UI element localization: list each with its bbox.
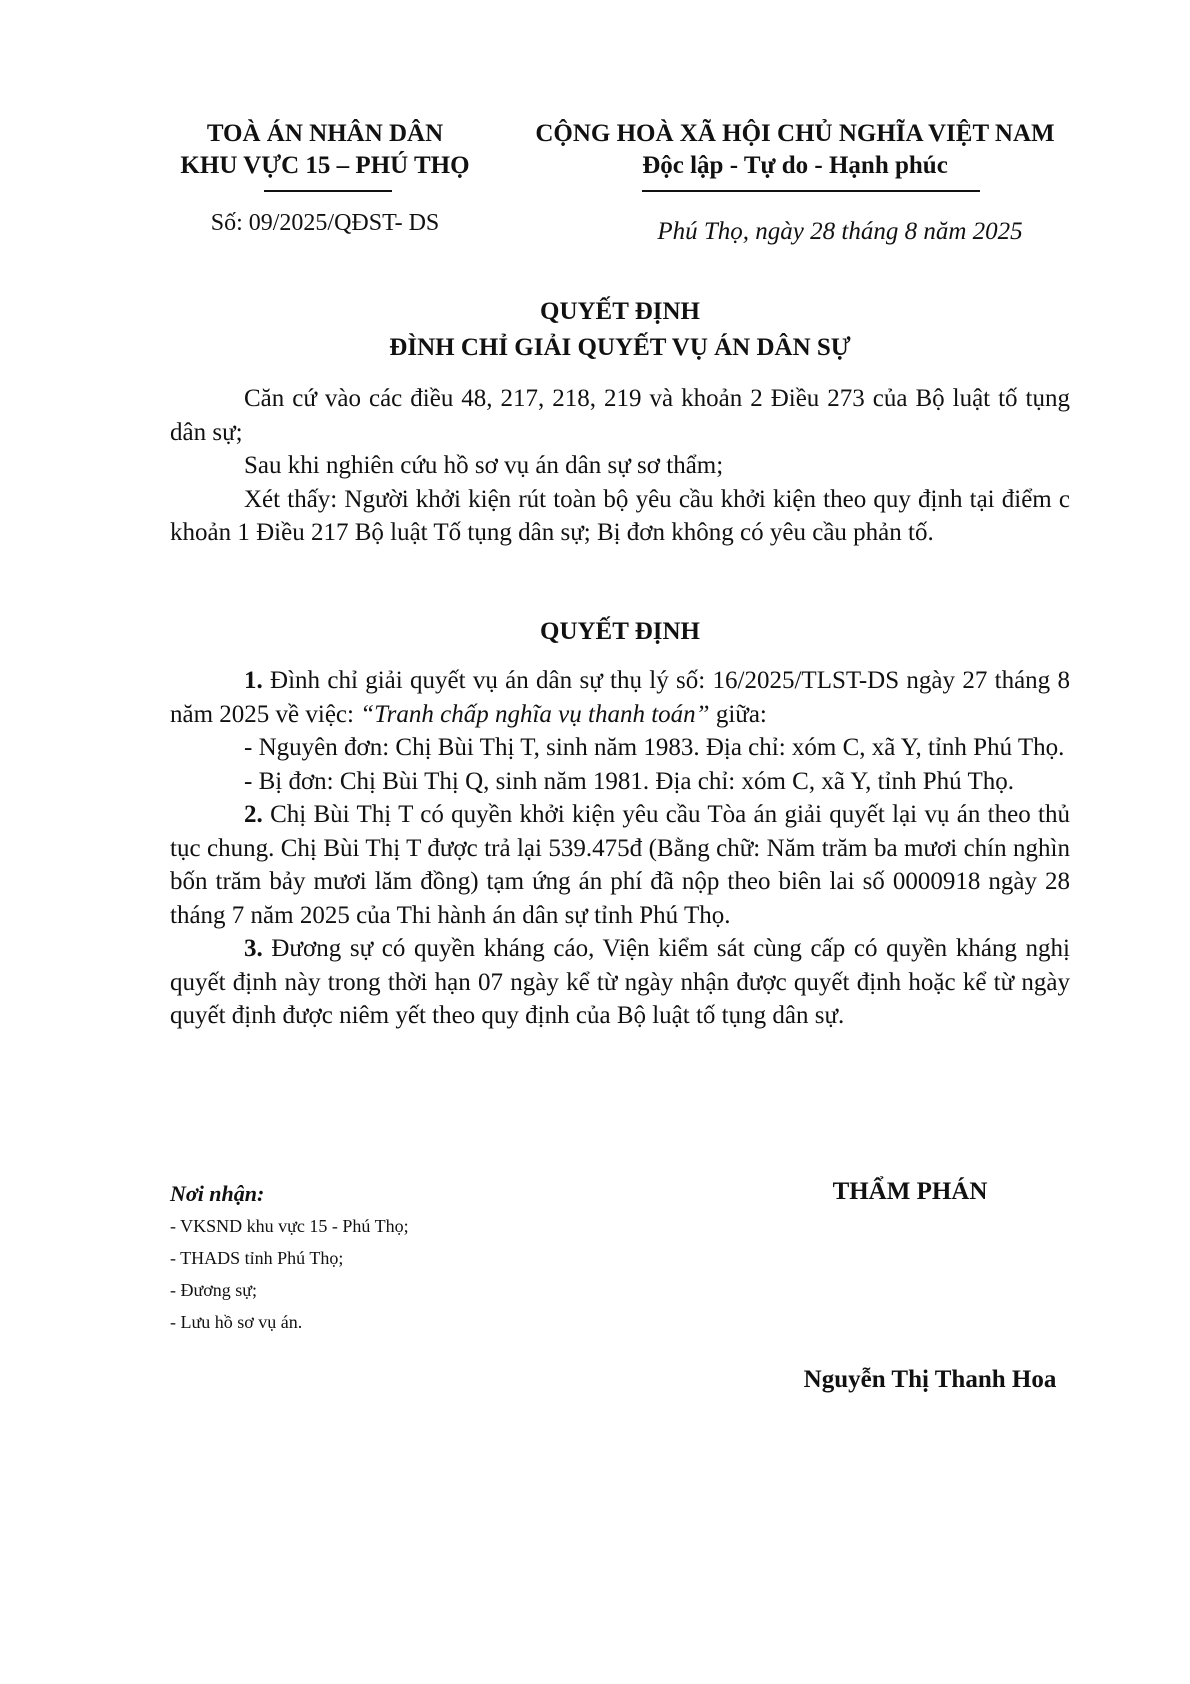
document-title bbox=[170, 294, 1070, 366]
decision-item-2 bbox=[170, 798, 1070, 932]
court-name-line1: TOÀ ÁN NHÂN DÂN bbox=[206, 120, 444, 147]
item-3-number: 3. bbox=[244, 935, 263, 962]
decision-body bbox=[170, 664, 1070, 1033]
decision-item-3 bbox=[170, 932, 1070, 1033]
preamble-finding: Xét thấy: Người khởi kiện rút toàn bộ yêu cầu khởi kiện theo quy định tại điểm c khoản 1 Điều 217 Bộ luật Tố tụng dân sự; Bị đơn không có yêu cầu phản tố. bbox=[170, 485, 1070, 546]
preamble-review: Sau khi nghiên cứu hồ sơ vụ án dân sự sơ thẩm; bbox=[244, 452, 724, 479]
national-slogan: Độc lập - Tự do - Hạnh phúc bbox=[642, 152, 948, 179]
signer-name: Nguyễn Thị Thanh Hoa bbox=[803, 1366, 1057, 1393]
national-motto bbox=[510, 118, 1080, 182]
item-1-subject: “Tranh chấp nghĩa vụ thanh toán” bbox=[360, 700, 710, 728]
defendant-info: - Bị đơn: Chị Bùi Thị Q, sinh năm 1981. Địa chỉ: xóm C, xã Y, tỉnh Phú Thọ. bbox=[244, 767, 1014, 795]
recipient-item: - Lưu hồ sơ vụ án. bbox=[170, 1312, 303, 1332]
decision-heading: QUYẾT ĐỊNH bbox=[540, 618, 700, 645]
recipients-heading: Nơi nhận: bbox=[170, 1181, 265, 1206]
place-date: Phú Thọ, ngày 28 tháng 8 năm 2025 bbox=[657, 218, 1023, 245]
item-2-number: 2. bbox=[244, 801, 263, 828]
document-title-line2: ĐÌNH CHỈ GIẢI QUYẾT VỤ ÁN DÂN SỰ bbox=[389, 334, 851, 361]
document-number: Số: 09/2025/QĐST- DS bbox=[210, 210, 440, 236]
recipients-block bbox=[170, 1178, 570, 1338]
recipient-item: - VKSND khu vực 15 - Phú Thọ; bbox=[170, 1216, 409, 1236]
item-1-text-end: giữa: bbox=[709, 700, 767, 728]
recipient-item: - Đương sự; bbox=[170, 1280, 258, 1300]
item-1-text: Đình chỉ giải quyết vụ án dân sự thụ lý số: 16/2025/TLST-DS ngày 27 tháng 8 năm 2025 về việc: bbox=[170, 667, 1070, 728]
signature-title: THẨM PHÁN bbox=[832, 1178, 988, 1205]
document-title-line1: QUYẾT ĐỊNH bbox=[540, 298, 700, 325]
preamble bbox=[170, 382, 1070, 550]
plaintiff-info: - Nguyên đơn: Chị Bùi Thị T, sinh năm 1983. Địa chỉ: xóm C, xã Y, tỉnh Phú Thọ. bbox=[244, 734, 1065, 761]
recipient-item: - THADS tỉnh Phú Thọ; bbox=[170, 1248, 344, 1268]
court-name-line2: KHU VỰC 15 – PHÚ THỌ bbox=[180, 152, 470, 179]
national-name: CỘNG HOÀ XÃ HỘI CHỦ NGHĨA VIỆT NAM bbox=[535, 120, 1055, 147]
item-2-text: Chị Bùi Thị T có quyền khởi kiện yêu cầu Tòa án giải quyết lại vụ án theo thủ tục chung. Chị Bùi Thị T được trả lại 539.475đ (Bằng chữ: Năm trăm ba mươi chín nghìn bốn trăm bảy mươi lăm đồng) tạm ứng án phí đã nộp theo biên lai số 0000918 ngày 28 tháng 7 năm 2025 của Thi hành án dân sự tỉnh Phú Thọ. bbox=[170, 801, 1070, 929]
item-1-number: 1. bbox=[244, 667, 263, 694]
national-motto-underline bbox=[642, 190, 980, 192]
item-3-text: Đương sự có quyền kháng cáo, Viện kiểm sát cùng cấp có quyền kháng nghị quyết định này trong thời hạn 07 ngày kể từ ngày nhận được quyết định hoặc kể từ ngày quyết định được niêm yết theo quy định của Bộ luật tố tụng dân sự. bbox=[170, 935, 1070, 1029]
court-name-underline bbox=[264, 190, 392, 192]
decision-item-1 bbox=[170, 664, 1070, 731]
preamble-legal-basis: Căn cứ vào các điều 48, 217, 218, 219 và khoản 2 Điều 273 của Bộ luật tố tụng dân sự; bbox=[170, 385, 1070, 446]
court-name bbox=[150, 118, 500, 182]
